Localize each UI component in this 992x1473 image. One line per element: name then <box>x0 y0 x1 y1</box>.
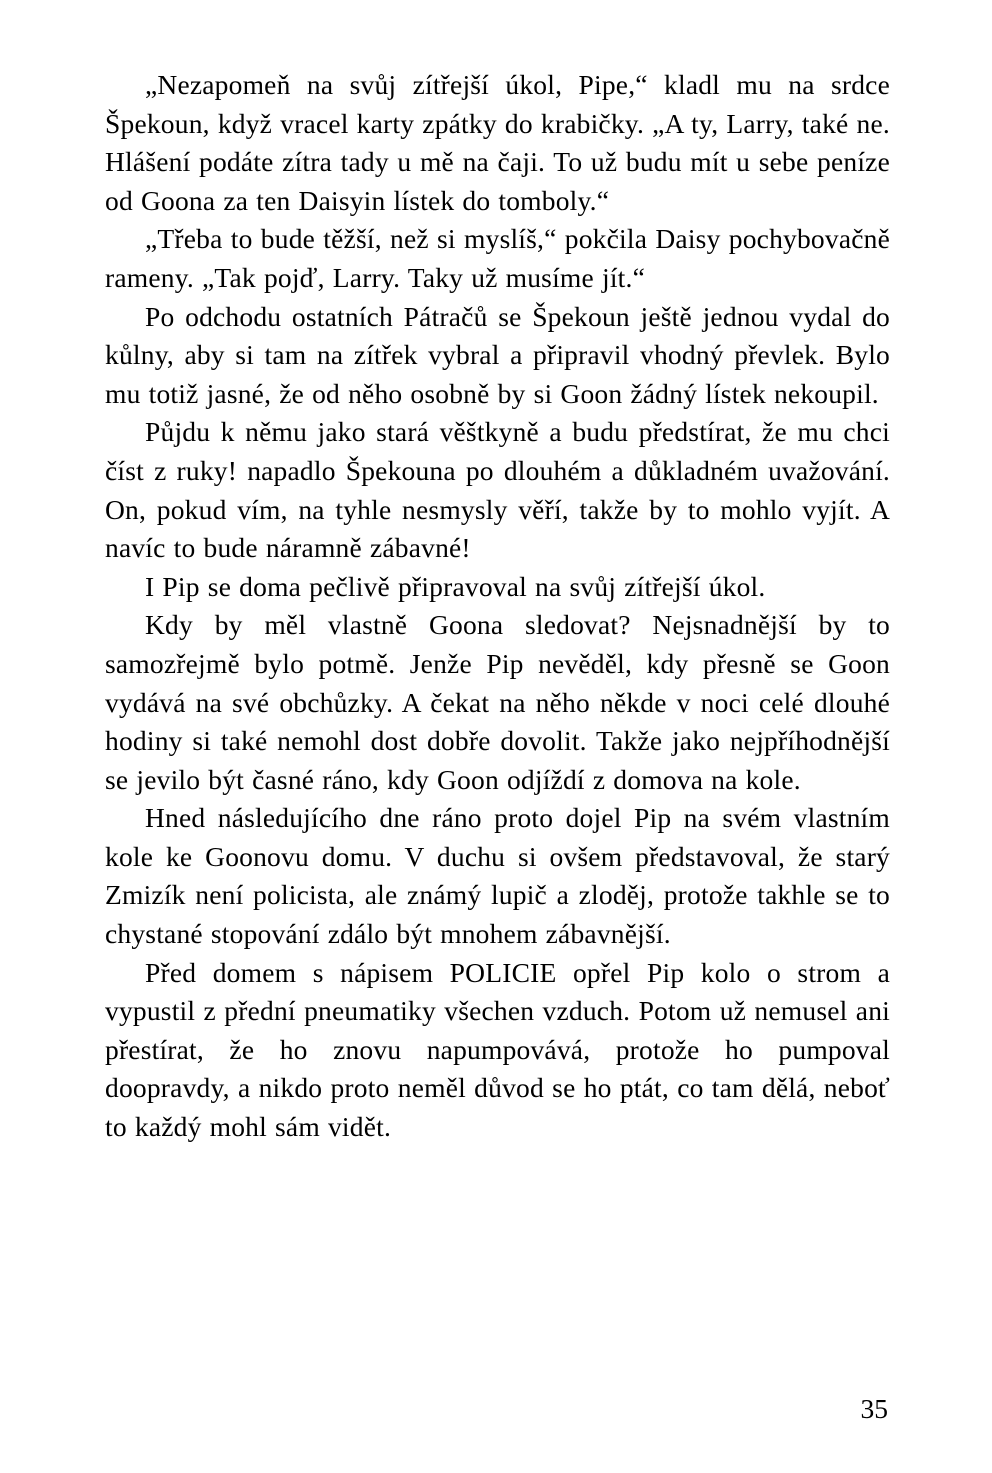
page-number: 35 <box>860 1393 888 1424</box>
paragraph: „Nezapomeň na svůj zítřejší úkol, Pipe,“ kladl mu na srdce Špekoun, když vracel karty zpátky do krabičky. „A ty, Larry, také ne. Hlášení podáte zítra tady u mě na čaji. To už budu mít u sebe peníze od Goona za ten Daisyin lístek do tomboly.“ <box>105 69 890 216</box>
paragraph: I Pip se doma pečlivě připravoval na svůj zítřejší úkol. <box>145 570 766 602</box>
page-text-block <box>105 66 890 1147</box>
paragraph: Hned následujícího dne ráno proto dojel Pip na svém vlastním kole ke Goonovu domu. V duchu si ovšem představoval, že starý Zmizík není policista, ale známý lupič a zloděj, protože takhle se to chystané stopování zdálo být mnohem zábavnější. <box>105 802 890 950</box>
paragraph: Kdy by měl vlastně Goona sledovat? Nejsnadnější by to samozřejmě bylo potmě. Jenže Pip nevěděl, kdy přesně se Goon vydává na své obchůzky. A čekat na něho někde v noci celé dlouhé hodiny si také nemohl dost dobře dovolit. Takže jako nejpříhodnější se jevilo být časné ráno, kdy Goon odjíždí z domova na kole. <box>105 609 890 795</box>
paragraph: „Třeba to bude těžší, než si myslíš,“ pokčila Daisy pochybovačně rameny. „Tak pojď, Larry. Taky už musíme jít.“ <box>105 223 890 293</box>
paragraph: Půjdu k němu jako stará věštkyně a budu předstírat, že mu chci číst z ruky! napadlo Špekouna po dlouhém a důkladném uvažování. On, pokud vím, na tyhle nesmysly věří, takže by to mohlo vyjít. A navíc to bude náramně zábavné! <box>105 416 890 564</box>
paragraph: Po odchodu ostatních Pátračů se Špekoun ještě jednou vydal do kůlny, aby si tam na zítřek vybral a připravil vhodný převlek. Bylo mu totiž jasné, že od něho osobně by si Goon žádný lístek nekoupil. <box>105 300 890 409</box>
paragraph: Před domem s nápisem POLICIE opřel Pip kolo o strom a vypustil z přední pneumatiky všechen vzduch. Potom už nemusel ani přestírat, že ho znovu napumpovává, protože ho pumpoval doopravdy, a nikdo proto neměl důvod se ho ptát, co tam dělá, neboť to každý mohl sám vidět. <box>105 956 890 1143</box>
